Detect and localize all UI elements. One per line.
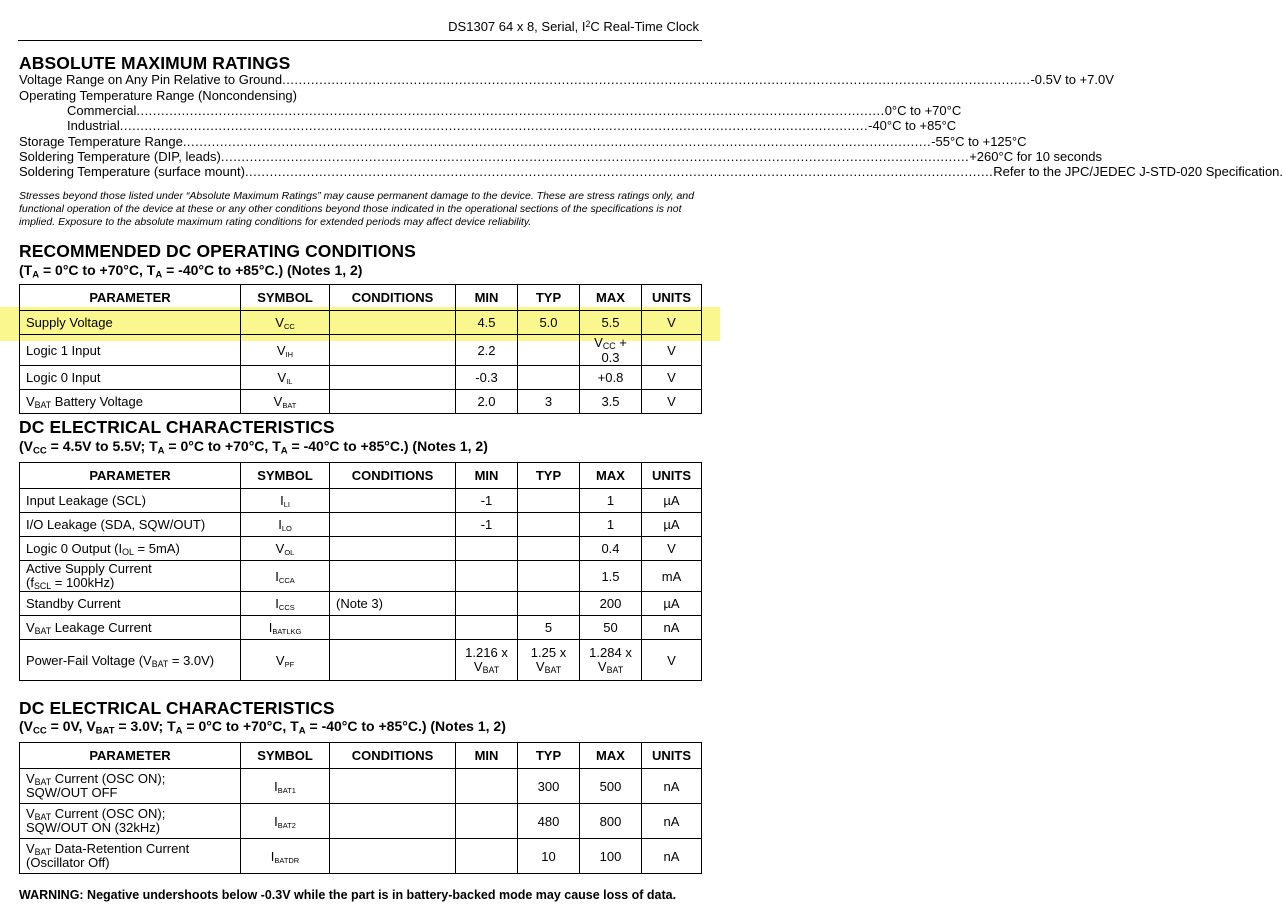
conditions-cell	[330, 311, 456, 335]
typ-cell: 1.25 x $V_{BAT}$	[518, 640, 580, 681]
max-cell: 1.284 x $V_{BAT}$	[580, 640, 642, 681]
col-header: SYMBOL	[241, 743, 330, 769]
min-cell: -1	[456, 489, 518, 513]
typ-cell: 300	[518, 769, 580, 804]
param-cell: Supply Voltage	[20, 311, 241, 335]
amr-value: -40°C to +85°C	[868, 118, 957, 133]
table-row	[20, 839, 702, 874]
rdc-table	[19, 284, 702, 414]
amr-row	[67, 103, 962, 119]
leader-dots: ......................................................................................................................................................................................	[136, 103, 885, 118]
max-cell: 1	[580, 489, 642, 513]
conditions-cell	[330, 489, 456, 513]
amr-label: Soldering Temperature (DIP, leads)	[19, 149, 221, 164]
min-cell: 1.216 x $V_{BAT}$	[456, 640, 518, 681]
col-header: PARAMETER	[20, 285, 241, 311]
max-cell: 3.5	[580, 390, 642, 414]
typ-cell	[518, 561, 580, 592]
conditions-cell	[330, 640, 456, 681]
leader-dots: ......................................................................................................................................................................................	[282, 72, 1031, 87]
units-cell: V	[642, 390, 702, 414]
col-header: UNITS	[642, 285, 702, 311]
max-cell: 0.4	[580, 537, 642, 561]
table-row	[20, 640, 702, 681]
param-cell: Power-Fail Voltage $(V_{BAT} = 3.0V)$	[20, 640, 241, 681]
amr-row	[19, 164, 1283, 180]
typ-cell: 480	[518, 804, 580, 839]
min-cell: -1	[456, 513, 518, 537]
amr-row	[19, 149, 1102, 165]
max-cell: 100	[580, 839, 642, 874]
dc2-table	[19, 742, 702, 874]
conditions-cell	[330, 561, 456, 592]
amr-row	[19, 134, 1027, 150]
col-header: PARAMETER	[20, 463, 241, 489]
max-cell: 800	[580, 804, 642, 839]
conditions-cell	[330, 616, 456, 640]
dc1-title: DC ELECTRICAL CHARACTERISTICS	[19, 417, 335, 437]
typ-cell	[518, 366, 580, 390]
min-cell	[456, 616, 518, 640]
typ-cell	[518, 537, 580, 561]
table-row	[20, 769, 702, 804]
amr-label: Soldering Temperature (surface mount)	[19, 164, 245, 179]
min-cell	[456, 804, 518, 839]
amr-label: Commercial	[67, 103, 137, 118]
param-cell: Logic 0 Input	[20, 366, 241, 390]
amr-value: 0°C to +70°C	[884, 103, 962, 118]
min-cell	[456, 592, 518, 616]
symbol-cell: $I_{BATDR}$	[241, 839, 330, 874]
param-cell: $V_{BAT}$ Battery Voltage	[20, 390, 241, 414]
param-cell: Input Leakage (SCL)	[20, 489, 241, 513]
param-cell: Logic 0 Output $(I_{OL} = 5mA)$	[20, 537, 241, 561]
table-row	[20, 311, 702, 335]
conditions-cell	[330, 804, 456, 839]
page-header	[448, 19, 699, 34]
amr-title: ABSOLUTE MAXIMUM RATINGS	[19, 53, 291, 73]
amr-label: Operating Temperature Range (Noncondensing)	[19, 88, 297, 103]
stress-note: Stresses beyond those listed under “Absolute Maximum Ratings” may cause permanent damage to the device. These are stress ratings only, and functional operation of the device at these or any other conditions beyond those indicated in the operational sections of the specifications is not implied. Exposure to the absolute maximum rating conditions for extended periods may affect device reliability.	[19, 190, 695, 228]
conditions-cell	[330, 335, 456, 366]
col-header: SYMBOL	[241, 285, 330, 311]
units-cell: V	[642, 537, 702, 561]
table-row	[20, 335, 702, 366]
symbol-cell: $I_{BAT1}$	[241, 769, 330, 804]
table-row	[20, 804, 702, 839]
leader-dots: ......................................................................................................................................................................................	[244, 164, 994, 179]
min-cell	[456, 537, 518, 561]
dc2-subtitle: ($V_{CC} = 0V$, $V_{BAT} = 3.0V$; $T_A = 0^\circ C$ to +70°C, $T_A = -40^\circ C$ to +85°C.) (Notes 1, 2)	[19, 718, 506, 737]
typ-cell: 10	[518, 839, 580, 874]
rdc-title: RECOMMENDED DC OPERATING CONDITIONS	[19, 241, 416, 261]
param-cell: $V_{BAT}$ Data-Retention Current (Oscillator Off)	[20, 839, 241, 874]
param-cell: $V_{BAT}$ Leakage Current	[20, 616, 241, 640]
table-row	[20, 513, 702, 537]
conditions-cell	[330, 390, 456, 414]
param-cell: Logic 1 Input	[20, 335, 241, 366]
units-cell: mA	[642, 561, 702, 592]
units-cell: V	[642, 640, 702, 681]
col-header: SYMBOL	[241, 463, 330, 489]
max-cell: 50	[580, 616, 642, 640]
symbol-cell: $I_{LI}$	[241, 489, 330, 513]
amr-label: Voltage Range on Any Pin Relative to Ground	[19, 72, 283, 87]
symbol-cell: $I_{BATLKG}$	[241, 616, 330, 640]
symbol-cell: $I_{LO}$	[241, 513, 330, 537]
symbol-cell: $V_{IL}$	[241, 366, 330, 390]
dc1-subtitle: ($V_{CC} = 4.5V$ to 5.5V; $T_A = 0^\circ C$ to +70°C, $T_A = -40^\circ C$ to +85°C.) (Notes 1, 2)	[19, 438, 488, 457]
units-cell: µA	[642, 592, 702, 616]
col-header: MAX	[580, 463, 642, 489]
symbol-cell: $V_{PF}$	[241, 640, 330, 681]
amr-label: Storage Temperature Range	[19, 134, 183, 149]
amr-value: -55°C to +125°C	[931, 134, 1027, 149]
max-cell: 1	[580, 513, 642, 537]
amr-row	[19, 72, 1114, 88]
leader-dots: ......................................................................................................................................................................................	[182, 134, 932, 149]
conditions-cell	[330, 769, 456, 804]
conditions-cell	[330, 513, 456, 537]
units-cell: nA	[642, 616, 702, 640]
param-cell: $V_{BAT}$ Current (OSC ON); SQW/OUT ON (32kHz)	[20, 804, 241, 839]
table-header-row	[20, 463, 702, 489]
table-row	[20, 592, 702, 616]
units-cell: V	[642, 335, 702, 366]
col-header: MIN	[456, 743, 518, 769]
amr-row	[19, 88, 699, 104]
col-header: UNITS	[642, 743, 702, 769]
table-row	[20, 390, 702, 414]
col-header: CONDITIONS	[330, 743, 456, 769]
col-header: MAX	[580, 285, 642, 311]
min-cell: -0.3	[456, 366, 518, 390]
symbol-cell: $I_{BAT2}$	[241, 804, 330, 839]
col-header: PARAMETER	[20, 743, 241, 769]
col-header: MIN	[456, 463, 518, 489]
units-cell: nA	[642, 769, 702, 804]
amr-label: Industrial	[67, 118, 120, 133]
conditions-cell	[330, 839, 456, 874]
header-title-post: C Real-Time Clock	[590, 19, 699, 34]
conditions-cell	[330, 366, 456, 390]
typ-cell	[518, 513, 580, 537]
typ-cell	[518, 592, 580, 616]
max-cell: 200	[580, 592, 642, 616]
leader-dots: ......................................................................................................................................................................................	[119, 118, 869, 133]
col-header: TYP	[518, 463, 580, 489]
param-cell: $V_{BAT}$ Current (OSC ON); SQW/OUT OFF	[20, 769, 241, 804]
min-cell	[456, 769, 518, 804]
table-row	[20, 537, 702, 561]
min-cell	[456, 561, 518, 592]
units-cell: V	[642, 366, 702, 390]
units-cell: nA	[642, 839, 702, 874]
amr-value: +260°C for 10 seconds	[969, 149, 1102, 164]
symbol-cell: $I_{CCS}$	[241, 592, 330, 616]
min-cell: 2.0	[456, 390, 518, 414]
leader-dots: ......................................................................................................................................................................................	[220, 149, 970, 164]
symbol-cell: $V_{BAT}$	[241, 390, 330, 414]
min-cell: 2.2	[456, 335, 518, 366]
max-cell: 1.5	[580, 561, 642, 592]
table-row	[20, 616, 702, 640]
dc2-title: DC ELECTRICAL CHARACTERISTICS	[19, 698, 335, 718]
table-row	[20, 366, 702, 390]
header-title-pre: DS1307 64 x 8, Serial, I	[448, 19, 586, 34]
amr-row	[67, 118, 957, 134]
col-header: MIN	[456, 285, 518, 311]
col-header: CONDITIONS	[330, 463, 456, 489]
typ-cell: 3	[518, 390, 580, 414]
units-cell: nA	[642, 804, 702, 839]
amr-value: Refer to the JPC/JEDEC J-STD-020 Specification.	[993, 164, 1283, 179]
units-cell: V	[642, 311, 702, 335]
conditions-cell	[330, 537, 456, 561]
col-header: TYP	[518, 285, 580, 311]
param-cell: I/O Leakage (SDA, SQW/OUT)	[20, 513, 241, 537]
dc1-table	[19, 462, 702, 681]
amr-value: -0.5V to +7.0V	[1030, 72, 1114, 87]
symbol-cell: $V_{CC}$	[241, 311, 330, 335]
header-rule	[18, 40, 702, 41]
table-row	[20, 561, 702, 592]
col-header: UNITS	[642, 463, 702, 489]
header-title-sup: 2	[585, 19, 591, 30]
max-cell: 500	[580, 769, 642, 804]
typ-cell: 5	[518, 616, 580, 640]
col-header: CONDITIONS	[330, 285, 456, 311]
symbol-cell: $V_{IH}$	[241, 335, 330, 366]
typ-cell: 5.0	[518, 311, 580, 335]
max-cell: $V_{CC} + 0.3$	[580, 335, 642, 366]
typ-cell	[518, 489, 580, 513]
col-header: TYP	[518, 743, 580, 769]
typ-cell	[518, 335, 580, 366]
table-header-row	[20, 285, 702, 311]
col-header: MAX	[580, 743, 642, 769]
param-cell: Active Supply Current $(f_{SCL} = 100kHz)$	[20, 561, 241, 592]
table-header-row	[20, 743, 702, 769]
table-row	[20, 489, 702, 513]
conditions-cell: (Note 3)	[330, 592, 456, 616]
max-cell: 5.5	[580, 311, 642, 335]
rdc-subtitle: ($T_A = 0^\circ C$ to +70°C, $T_A = -40^\circ C$ to +85°C.) (Notes 1, 2)	[19, 262, 363, 281]
symbol-cell: $V_{OL}$	[241, 537, 330, 561]
units-cell: µA	[642, 489, 702, 513]
min-cell	[456, 839, 518, 874]
units-cell: µA	[642, 513, 702, 537]
symbol-cell: $I_{CCA}$	[241, 561, 330, 592]
warning-text: WARNING: Negative undershoots below -0.3V while the part is in battery-backed mode may cause loss of data.	[19, 888, 677, 902]
param-cell: Standby Current	[20, 592, 241, 616]
min-cell: 4.5	[456, 311, 518, 335]
max-cell: +0.8	[580, 366, 642, 390]
